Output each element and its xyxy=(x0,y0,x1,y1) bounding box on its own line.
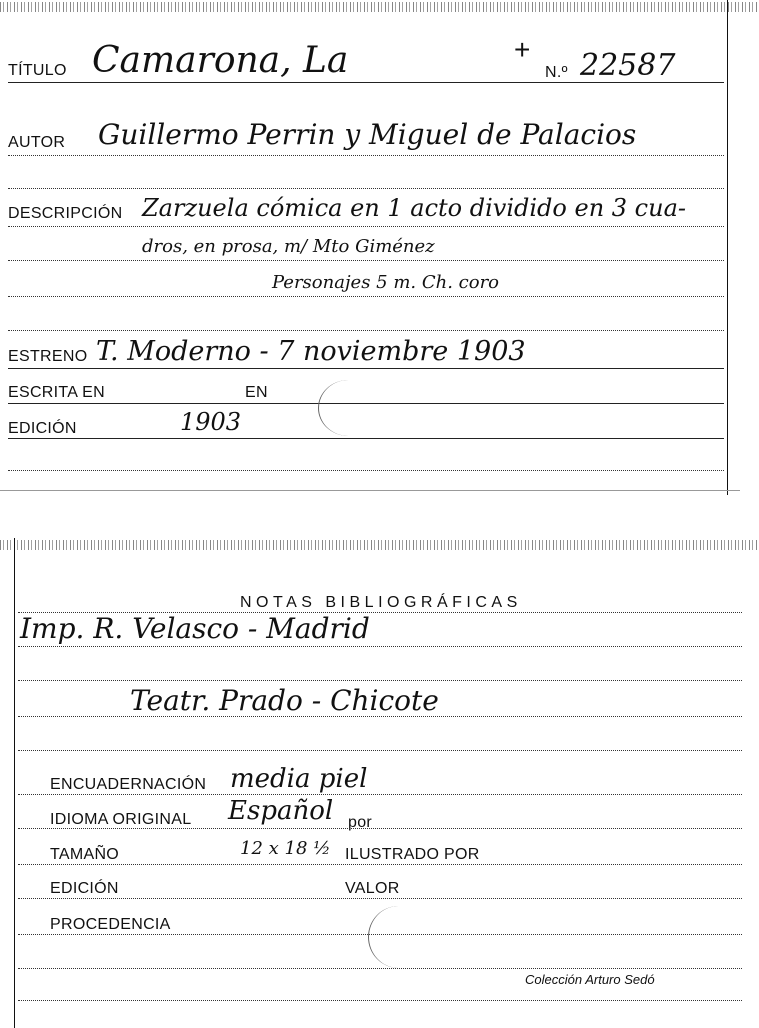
collection-footer: Colección Arturo Sedó xyxy=(525,972,655,987)
tamano-label: TAMAÑO xyxy=(50,846,120,863)
estreno-rule xyxy=(8,368,724,369)
escrita-en-label: ESCRITA EN xyxy=(8,384,105,401)
descripcion-label: DESCRIPCIÓN xyxy=(8,205,123,222)
titulo-label: TÍTULO xyxy=(8,62,67,79)
blank-rule-3 xyxy=(18,1000,742,1001)
encuadernacion-rule xyxy=(18,794,742,795)
nota-line-2: Teatr. Prado - Chicote xyxy=(130,684,439,717)
card-top-edge xyxy=(0,2,759,12)
valor-label: VALOR xyxy=(345,880,400,897)
numero-value: 22587 xyxy=(580,48,676,83)
catalog-card-back xyxy=(0,538,759,1028)
edicion-label: EDICIÓN xyxy=(8,420,77,437)
nota-line-1: Imp. R. Velasco - Madrid xyxy=(20,612,370,645)
numero-label: N.º xyxy=(545,64,568,81)
tamano-rule xyxy=(18,864,742,865)
descripcion-line-3: Personajes 5 m. Ch. coro xyxy=(272,272,500,293)
edicion2-rule xyxy=(18,898,742,899)
card2-top-edge xyxy=(0,540,759,550)
notas-rule-4 xyxy=(18,716,742,717)
ilustrado-por-label: ILUSTRADO POR xyxy=(345,846,480,863)
encuadernacion-label: ENCUADERNACIÓN xyxy=(50,776,207,793)
notas-title: NOTAS BIBLIOGRÁFICAS xyxy=(240,594,522,611)
titulo-value: Camarona, La xyxy=(92,40,349,81)
catalog-card-front xyxy=(0,0,759,495)
estreno-label: ESTRENO xyxy=(8,348,88,365)
descripcion-line-2: dros, en prosa, m/ Mto Giménez xyxy=(142,236,435,257)
descripcion-rule-1 xyxy=(8,226,724,227)
blank-rule-2 xyxy=(18,968,742,969)
card-right-edge xyxy=(724,0,728,495)
idioma-original-value: Español xyxy=(228,796,334,826)
procedencia-label: PROCEDENCIA xyxy=(50,916,171,933)
bottom-rule xyxy=(8,470,724,471)
descripcion-line-1: Zarzuela cómica en 1 acto dividido en 3 cua- xyxy=(142,194,686,222)
por-label: por xyxy=(348,814,373,831)
notas-rule-2 xyxy=(18,646,742,647)
edicion-rule xyxy=(8,438,724,439)
tamano-value: 12 x 18 ½ xyxy=(240,838,331,859)
idioma-original-label: IDIOMA ORIGINAL xyxy=(50,811,192,828)
descripcion-rule-2 xyxy=(8,260,724,261)
autor-value: Guillermo Perrin y Miguel de Palacios xyxy=(98,118,637,151)
notas-rule-3 xyxy=(18,680,742,681)
autor-label: AUTOR xyxy=(8,134,66,151)
punch-hole-mark xyxy=(318,380,379,436)
descripcion-rule-4 xyxy=(8,330,724,331)
punch-hole-mark-2 xyxy=(368,906,429,968)
idioma-rule xyxy=(18,828,742,829)
encuadernacion-value: media piel xyxy=(230,764,368,794)
card1-bottom-edge xyxy=(0,490,740,491)
blank-rule xyxy=(8,188,724,189)
edicion-value: 1903 xyxy=(180,408,242,436)
notas-rule-5 xyxy=(18,750,742,751)
estreno-value: T. Moderno - 7 noviembre 1903 xyxy=(96,336,526,367)
autor-rule xyxy=(8,155,724,156)
titulo-rule xyxy=(8,82,724,83)
en-label: EN xyxy=(245,384,268,401)
edicion2-label: EDICIÓN xyxy=(50,880,119,897)
plus-mark: + xyxy=(514,34,531,65)
descripcion-rule-3 xyxy=(8,296,724,297)
